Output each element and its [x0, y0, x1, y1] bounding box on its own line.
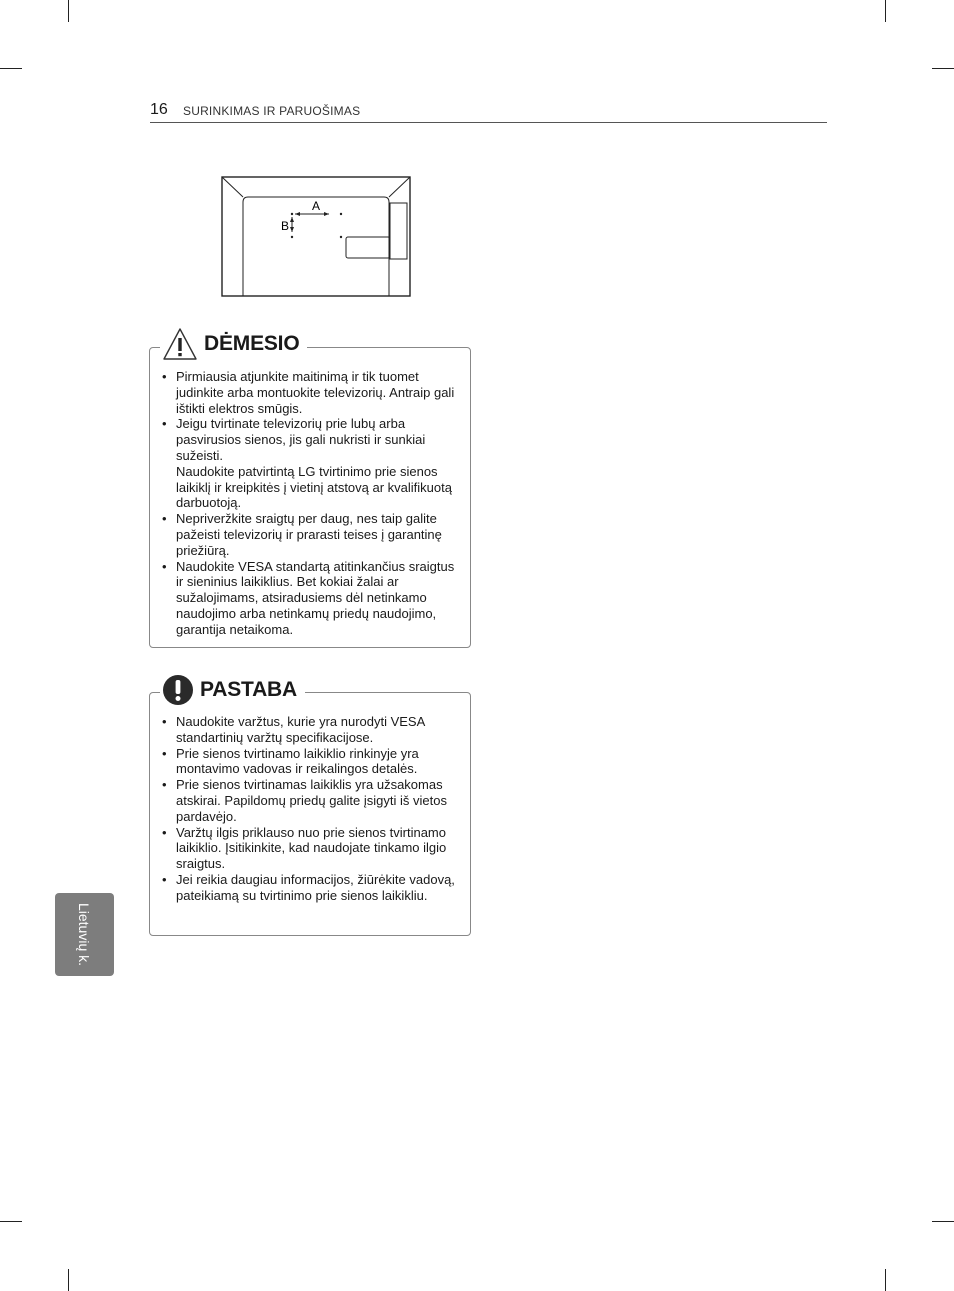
note-title: PASTABA	[200, 678, 297, 701]
crop-mark	[68, 1269, 69, 1291]
crop-mark	[932, 1221, 954, 1222]
caution-box	[149, 347, 471, 648]
list-item: • Prie sienos tvirtinamas laikiklis yra užsakomas atskirai. Papildomų priedų galite įsigyti iš vietos pardavėjo.	[162, 777, 458, 824]
list-item: • Varžtų ilgis priklauso nuo prie sienos tvirtinamo laikiklio. Įsitikinkite, kad naudojate tinkamo ilgio sraigtus.	[162, 825, 458, 872]
tv-back-diagram	[221, 176, 411, 297]
note-list	[162, 714, 458, 904]
page-number: 16	[150, 101, 168, 118]
label-a: A	[311, 199, 321, 213]
warning-triangle-icon	[162, 327, 198, 361]
list-item: • Pirmiausia atjunkite maitinimą ir tik tuomet judinkite arba montuokite televizorių. Antraip gali ištikti elektros smūgis.	[162, 369, 458, 416]
label-b: B	[280, 219, 290, 233]
crop-mark	[932, 68, 954, 69]
section-title: SURINKIMAS IR PARUOŠIMAS	[183, 104, 361, 118]
crop-mark	[885, 1269, 886, 1291]
list-item: • Naudokite VESA standartą atitinkančius sraigtus ir sieninius laikiklius. Bet kokiai žalai ar sužalojimams, atsiradusiems dėl netinkamo naudojimo arba netinkamų priedų naudojimo, garantija netaikoma.	[162, 559, 458, 638]
list-item: • Nepriveržkite sraigtų per daug, nes taip galite pažeisti televizorių ir prarasti teises į garantinę priežiūrą.	[162, 511, 458, 558]
page-header	[150, 101, 827, 123]
language-label: Lietuvių k.	[76, 902, 93, 967]
list-item-extra: Naudokite patvirtintą LG tvirtinimo prie sienos laikiklį ir kreipkitės į vietinį atstovą ar kvalifikuotą darbuotoją.	[176, 463, 452, 511]
caution-title: DĖMESIO	[204, 332, 300, 355]
caution-list	[162, 369, 458, 638]
list-item: • Prie sienos tvirtinamo laikiklio rinkinyje yra montavimo vadovas ir reikalingos detalės.	[162, 746, 458, 778]
crop-mark	[68, 0, 69, 22]
list-item: • Jei reikia daugiau informacijos, žiūrėkite vadovą, pateikiamą su tvirtinimo prie sienos laikikliu.	[162, 872, 458, 904]
crop-mark	[885, 0, 886, 22]
crop-mark	[0, 68, 22, 69]
list-item: • Jeigu tvirtinate televizorių prie lubų arba pasvirusios sienos, jis gali nukristi ir sunkiai sužeisti. Naudokite patvirtintą LG tvirtinimo prie sienos laikiklį ir kreipkitės į vietinį atstovą ar kvalifikuotą darbuotoją.	[162, 416, 458, 511]
list-item: • Naudokite varžtus, kurie yra nurodyti VESA standartinių varžtų specifikacijose.	[162, 714, 458, 746]
caution-heading	[160, 324, 307, 364]
language-tab	[55, 893, 114, 976]
note-heading	[160, 670, 305, 710]
note-box	[149, 692, 471, 936]
crop-mark	[0, 1221, 22, 1222]
exclamation-circle-icon	[162, 674, 194, 706]
